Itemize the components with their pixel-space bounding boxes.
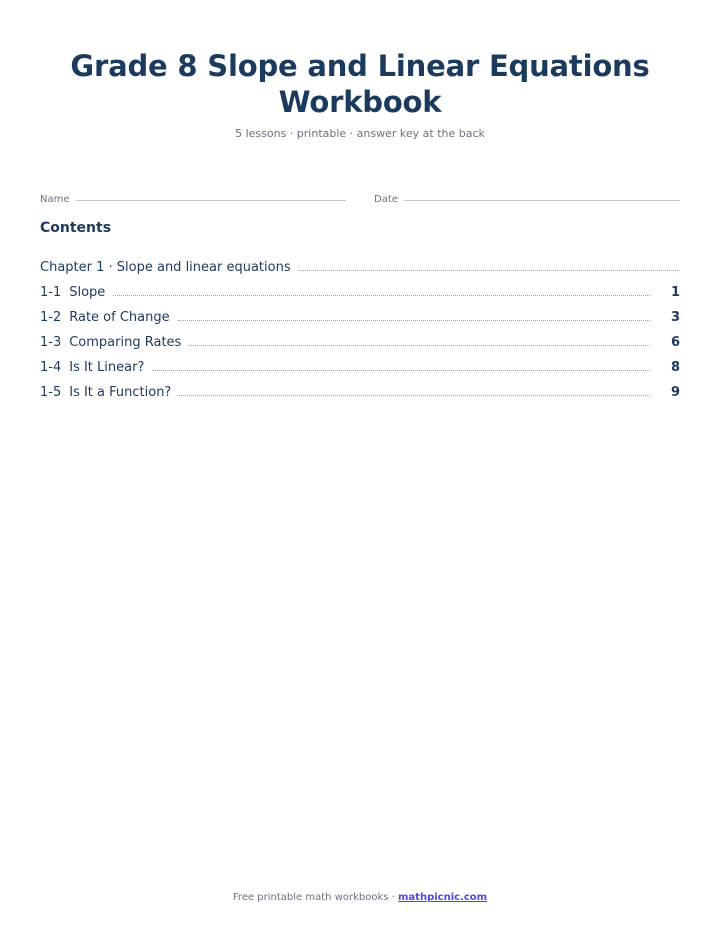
toc-item-title: Is It Linear? (69, 360, 145, 375)
footer-text: Free printable math workbooks · (232, 892, 399, 903)
page-subtitle: 5 lessons · printable · answer key at the back (235, 127, 485, 140)
toc-item-title: Is It a Function? (69, 385, 172, 400)
toc-leader (299, 270, 680, 271)
page-title: Grade 8 Slope and Linear Equations Workbook (70, 49, 650, 119)
toc-leader (189, 345, 650, 346)
toc-item-number: 1-3 (40, 335, 62, 350)
toc-item[interactable] (40, 375, 680, 400)
toc-item-number: 1-2 (40, 310, 62, 325)
toc-item-page: 1 (670, 285, 680, 300)
toc-leader (179, 395, 650, 396)
name-label: Name (40, 194, 70, 205)
date-line[interactable] (404, 200, 680, 201)
toc-leader (152, 370, 650, 371)
toc-item-page: 9 (670, 385, 680, 400)
date-label: Date (374, 194, 398, 205)
toc-item-title: Rate of Change (69, 310, 170, 325)
name-line[interactable] (76, 200, 346, 201)
toc-item-page: 3 (670, 310, 680, 325)
toc-item-number: 1-1 (40, 285, 62, 300)
toc-item[interactable] (40, 275, 680, 300)
footer-link[interactable]: mathpicnic.com (398, 892, 488, 903)
chapter-title: Chapter 1 · Slope and linear equations (40, 260, 291, 275)
toc-item-title: Slope (69, 285, 106, 300)
date-field[interactable] (374, 192, 680, 206)
contents-heading: Contents (40, 220, 112, 236)
toc-item[interactable] (40, 350, 680, 375)
toc-item-number: 1-4 (40, 360, 62, 375)
toc-chapter[interactable] (40, 255, 680, 275)
table-of-contents (40, 255, 680, 400)
toc-item-page: 8 (670, 360, 680, 375)
toc-leader (178, 320, 650, 321)
toc-item-title: Comparing Rates (69, 335, 182, 350)
toc-leader (113, 295, 650, 296)
footer (0, 892, 720, 903)
toc-item[interactable] (40, 300, 680, 325)
toc-item[interactable] (40, 325, 680, 350)
toc-item-page: 6 (670, 335, 680, 350)
name-field[interactable] (40, 192, 346, 206)
toc-item-number: 1-5 (40, 385, 62, 400)
